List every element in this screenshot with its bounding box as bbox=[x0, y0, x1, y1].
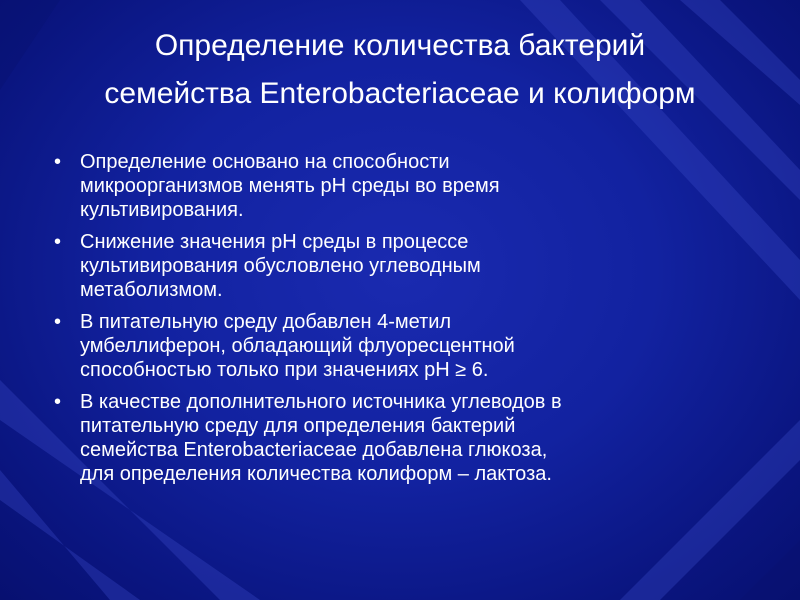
title-line-1: Определение количества бактерий bbox=[154, 29, 646, 62]
slide-title bbox=[40, 22, 760, 118]
bullet-marker: • bbox=[54, 391, 62, 413]
bullet-marker: • bbox=[54, 231, 62, 253]
bullet-marker: • bbox=[54, 311, 62, 333]
bullet-text: В качестве дополнительного источника углеводов в питательную среду для определения бактерий семейства Enterobacteriaceae добавлена глюкоза, для определения количества колиформ – лактоза. bbox=[80, 391, 562, 485]
bullet-marker: • bbox=[54, 151, 62, 173]
bullet-list bbox=[52, 150, 772, 494]
bullet-item bbox=[52, 390, 772, 486]
bullet-text: Определение основано на способности микроорганизмов менять рН среды во время культивирования. bbox=[80, 151, 500, 221]
bullet-item bbox=[52, 150, 772, 222]
bullet-text: Снижение значения рН среды в процессе культивирования обусловлено углеводным метаболизмом. bbox=[80, 231, 481, 301]
title-line-2: семейства Enterobacteriaceae и колиформ bbox=[104, 77, 696, 110]
bullet-item bbox=[52, 230, 772, 302]
bullet-item bbox=[52, 310, 772, 382]
bullet-text: В питательную среду добавлен 4-метил умбеллиферон, обладающий флуоресцентной способностью только при значениях рН ≥ 6. bbox=[80, 311, 515, 381]
